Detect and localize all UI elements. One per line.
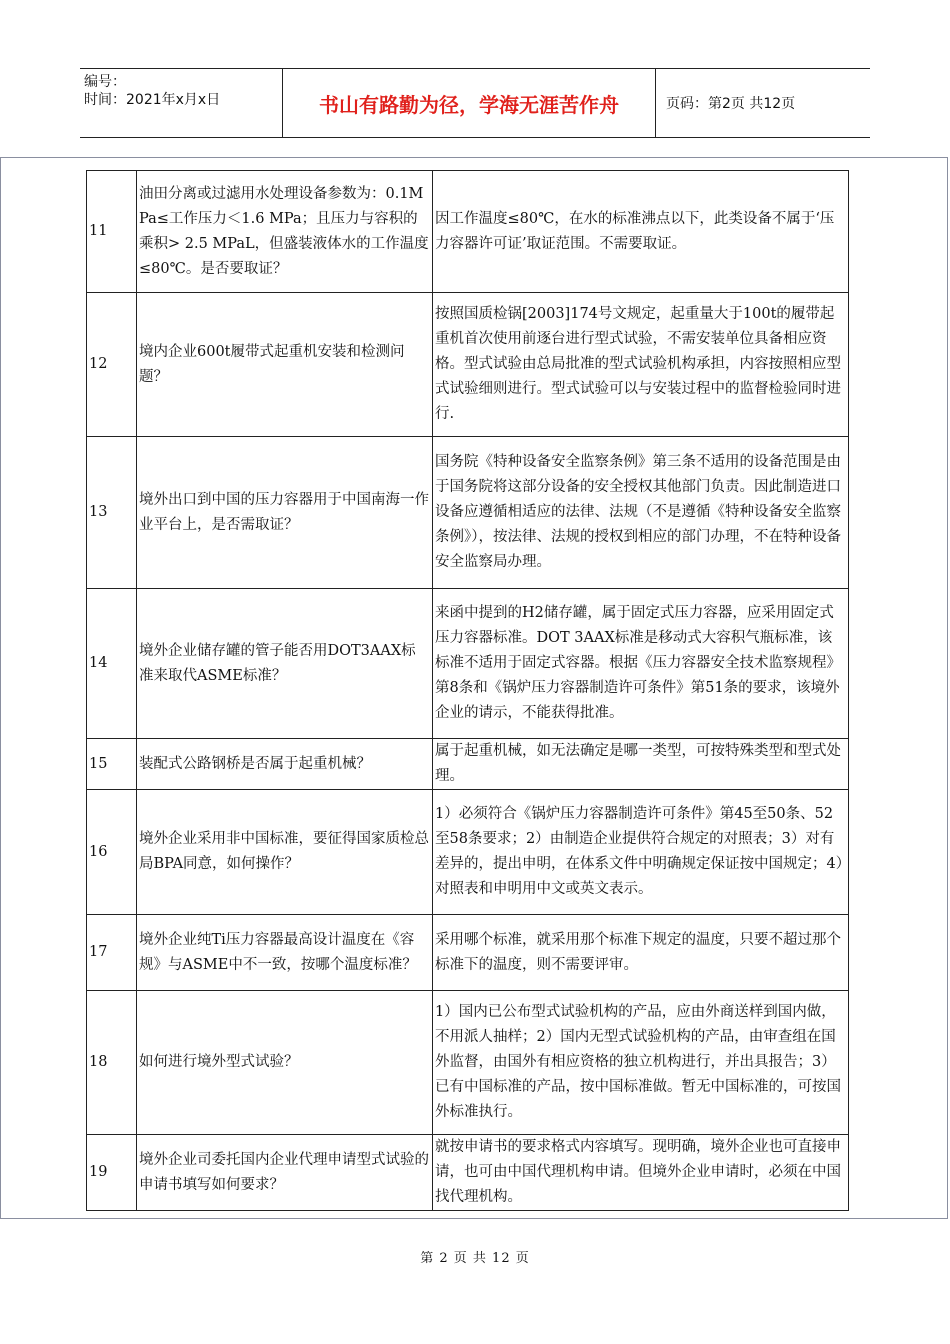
row-number: 18 (87, 991, 137, 1135)
header-motto: 书山有路勤为径，学海无涯苦作舟 (282, 69, 656, 137)
row-number: 12 (87, 293, 137, 437)
row-question: 装配式公路钢桥是否属于起重机械？ (137, 739, 433, 790)
time-label: 时间：2021年x月x日 (84, 92, 221, 108)
table-row (87, 437, 849, 589)
row-answer: 就按申请书的要求格式内容填写。现明确，境外企业也可直接申请，也可由中国代理机构申请。但境外企业申请时，必须在中国找代理机构。 (433, 1135, 849, 1211)
row-question: 境外企业储存罐的管子能否用DOT3AAX标准来取代ASME标准？ (137, 589, 433, 739)
code-label: 编号： (84, 74, 126, 90)
row-answer: 采用哪个标准，就采用那个标准下规定的温度，只要不超过那个标准下的温度，则不需要评审。 (433, 915, 849, 991)
row-answer: 1）必须符合《锅炉压力容器制造许可条件》第45至50条、52至58条要求；2）由制造企业提供符合规定的对照表；3）对有差异的，提出申明，在体系文件中明确规定保证按中国规定；4）对照表和申明用中文或英文表示。 (433, 790, 849, 915)
table-row (87, 915, 849, 991)
table-row (87, 790, 849, 915)
row-answer: 因工作温度≤80℃，在水的标准沸点以下，此类设备不属于‘压力容器许可证’取证范围。不需要取证。 (433, 171, 849, 293)
row-number: 19 (87, 1135, 137, 1211)
row-number: 17 (87, 915, 137, 991)
row-number: 14 (87, 589, 137, 739)
table-row (87, 991, 849, 1135)
header-page-info: 页码：第2页 共12页 (666, 96, 796, 112)
row-question: 如何进行境外型式试验？ (137, 991, 433, 1135)
row-answer: 按照国质检锅[2003]174号文规定，起重量大于100t的履带起重机首次使用前逐台进行型式试验，不需安装单位具备相应资格。型式试验由总局批准的型式试验机构承担，内容按照相应型式试验细则进行。型式试验可以与安装过程中的监督检验同时进行. (433, 293, 849, 437)
row-number: 11 (87, 171, 137, 293)
page-header (80, 68, 870, 138)
table-row (87, 739, 849, 790)
row-number: 16 (87, 790, 137, 915)
row-number: 15 (87, 739, 137, 790)
row-answer: 属于起重机械，如无法确定是哪一类型，可按特殊类型和型式处理。 (433, 739, 849, 790)
table-row (87, 293, 849, 437)
row-question: 境外出口到中国的压力容器用于中国南海一作业平台上，是否需取证？ (137, 437, 433, 589)
row-question: 境外企业采用非中国标准，要征得国家质检总局BPA同意，如何操作？ (137, 790, 433, 915)
row-question: 油田分离或过滤用水处理设备参数为：0.1MPa≤工作压力＜1.6 MPa；且压力与容积的乘积> 2.5 MPaL，但盛装液体水的工作温度≤80℃。是否要取证？ (137, 171, 433, 293)
table-row (87, 589, 849, 739)
header-meta (80, 69, 282, 137)
table-row (87, 171, 849, 293)
table-row (87, 1135, 849, 1211)
row-answer: 来函中提到的H2储存罐，属于固定式压力容器，应采用固定式压力容器标准。DOT 3AAX标准是移动式大容积气瓶标准，该标准不适用于固定式容器。根据《压力容器安全技术监察规程》第8条和《锅炉压力容器制造许可条件》第51条的要求，该境外企业的请示，不能获得批准。 (433, 589, 849, 739)
row-number: 13 (87, 437, 137, 589)
row-question: 境内企业600t履带式起重机安装和检测问题？ (137, 293, 433, 437)
row-answer: 国务院《特种设备安全监察条例》第三条不适用的设备范围是由于国务院将这部分设备的安全授权其他部门负责。因此制造进口设备应遵循相适应的法律、法规（不是遵循《特种设备安全监察条例》），按法律、法规的授权到相应的部门办理，不在特种设备安全监察局办理。 (433, 437, 849, 589)
page-footer: 第 2 页 共 12 页 (420, 1251, 530, 1266)
row-answer: 1）国内已公布型式试验机构的产品，应由外商送样到国内做，不用派人抽样；2）国内无型式试验机构的产品，由审查组在国外监督，由国外有相应资格的独立机构进行，并出具报告；3）已有中国标准的产品，按中国标准做。暂无中国标准的，可按国外标准执行。 (433, 991, 849, 1135)
row-question: 境外企业司委托国内企业代理申请型式试验的申请书填写如何要求？ (137, 1135, 433, 1211)
row-question: 境外企业纯Ti压力容器最高设计温度在《容规》与ASME中不一致，按哪个温度标准？ (137, 915, 433, 991)
qa-table (86, 170, 849, 1211)
